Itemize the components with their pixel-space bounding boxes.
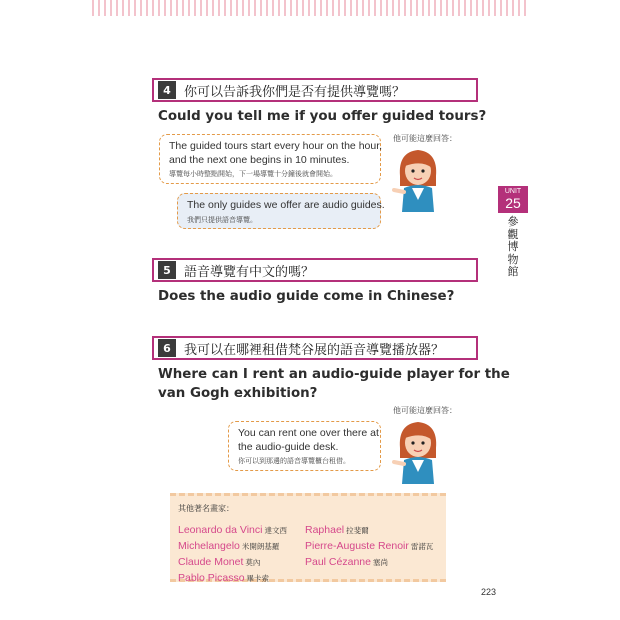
section-question-en: Does the audio guide come in Chinese? <box>158 289 455 304</box>
painter-name-en: Pablo Picasso <box>178 572 245 584</box>
painter-name-zh: 畢卡索 <box>246 574 270 583</box>
painter-name-en: Claude Monet <box>178 556 244 568</box>
section-number: 5 <box>158 261 176 279</box>
section-question-en: Where can I rent an audio-guide player for the <box>158 367 510 382</box>
page-number: 223 <box>481 587 497 597</box>
unit-tab <box>498 186 528 213</box>
reply-zh: 你可以到那邊的語音導覽櫃台租借。 <box>238 457 350 465</box>
painter-name-zh: 拉斐爾 <box>346 526 369 535</box>
unit-label: UNIT <box>504 188 522 195</box>
girl-character-icon <box>392 146 448 214</box>
reply-zh: 我們只提供語音導覽。 <box>187 215 257 224</box>
painter-name-en: Leonardo da Vinci <box>178 524 263 536</box>
section-6-header <box>152 336 478 360</box>
girl-character-icon <box>392 418 448 486</box>
painter-name-zh: 米開朗基羅 <box>241 542 280 551</box>
reply-zh: 導覽每小時整點開始，下一場導覽十分鐘後就會開始。 <box>169 170 337 178</box>
section-question-en: van Gogh exhibition? <box>158 386 318 401</box>
painter-name-zh: 達文西 <box>264 526 287 535</box>
painter-item <box>305 550 388 569</box>
reply-bubble <box>177 193 385 229</box>
reply-bubble <box>228 421 381 471</box>
painters-box <box>170 493 446 582</box>
reply-en-line: The only guides we offer are audio guides. <box>187 199 385 211</box>
painter-name-en: Raphael <box>305 524 345 536</box>
reply-en-line: and the next one begins in 10 minutes. <box>169 153 350 166</box>
painter-name-zh: 雷諾瓦 <box>410 542 434 551</box>
reply-en-line: You can rent one over there at <box>238 427 379 439</box>
reply-hint: 他可能這麼回答： <box>393 134 457 143</box>
unit-number: 25 <box>505 195 521 211</box>
section-question-zh: 你可以告訴我你們是否有提供導覽嗎？ <box>184 84 406 100</box>
painter-name-en: Pierre-Auguste Renoir <box>305 540 409 552</box>
section-4-header <box>152 78 478 102</box>
section-number: 4 <box>158 81 176 99</box>
top-decoration <box>92 0 528 16</box>
reply-en-line: The guided tours start every hour on the hour, <box>169 140 383 152</box>
painter-item <box>178 566 269 585</box>
reply-hint: 他可能這麼回答： <box>393 406 457 415</box>
section-question-zh: 語音導覽有中文的嗎？ <box>184 264 315 280</box>
painter-name-zh: 塞尚 <box>372 558 388 567</box>
section-question-zh: 我可以在哪裡租借梵谷展的語音導覽播放器？ <box>184 342 445 358</box>
reply-en-line: the audio-guide desk. <box>238 440 339 453</box>
unit-title: 參觀博物館 <box>507 215 519 278</box>
painter-name-en: Paul Cézanne <box>305 556 371 568</box>
reply-bubble <box>159 134 381 184</box>
section-number: 6 <box>158 339 176 357</box>
section-5-header <box>152 258 478 282</box>
painters-title: 其他著名畫家： <box>178 504 234 513</box>
painter-name-en: Michelangelo <box>178 540 240 552</box>
painter-name-zh: 莫內 <box>245 558 261 567</box>
section-question-en: Could you tell me if you offer guided tours? <box>158 109 487 124</box>
